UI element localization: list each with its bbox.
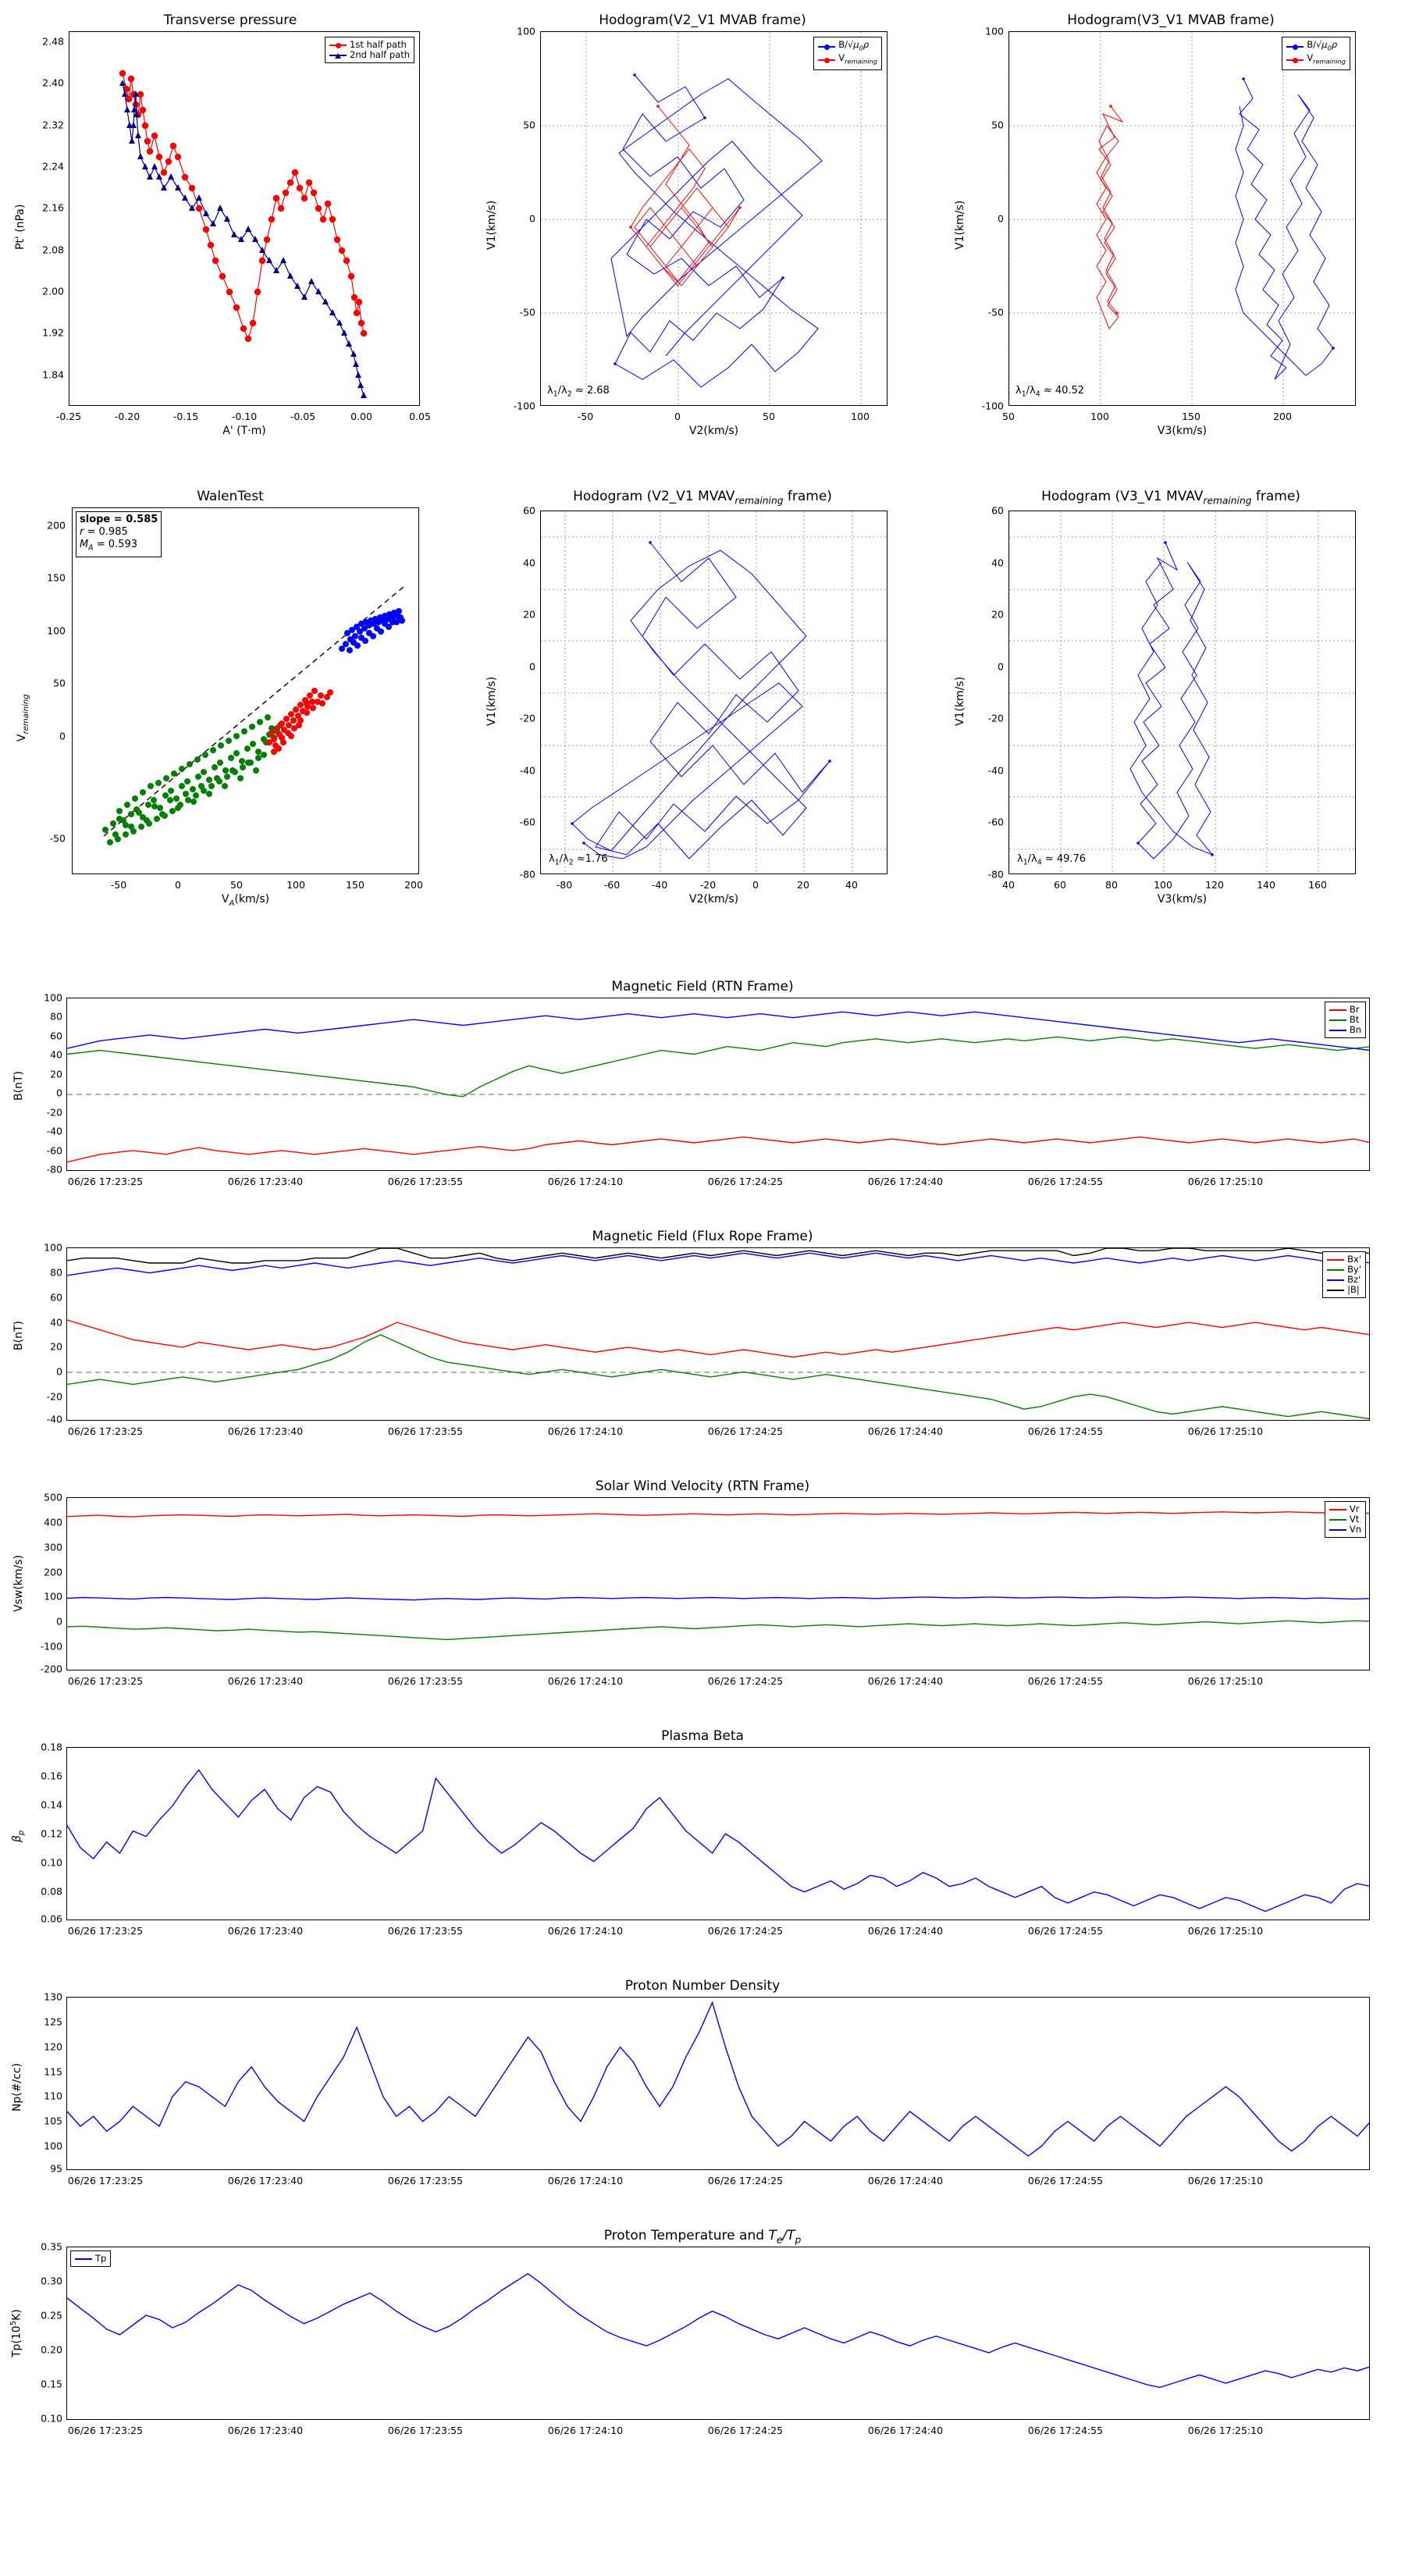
- x-tick: 06/26 17:23:40: [227, 1925, 304, 1937]
- legend-label: $B/√\mu_0\rho$: [838, 39, 870, 52]
- ts6-svg: [67, 2247, 1370, 2420]
- x-tick: 06/26 17:25:10: [1187, 1925, 1264, 1937]
- legend-label: Vr: [1349, 1503, 1360, 1514]
- plot-area: [66, 2247, 1370, 2420]
- y-tick: 100: [517, 25, 535, 37]
- y-tick: 0: [998, 660, 1004, 673]
- x-tick: 20: [797, 879, 809, 891]
- x-tick: 06/26 17:23:55: [387, 2175, 464, 2186]
- eigenvalue-annotation: $\lambda_1/\lambda_2 \approx 1.76$: [549, 853, 608, 867]
- x-tick: 06/26 17:24:10: [547, 2175, 624, 2186]
- plot-area: [69, 31, 420, 406]
- panel-proton-temperature: [0, 2225, 1405, 2459]
- y-axis-label: V1(km/s): [954, 200, 966, 250]
- plot-area: [1008, 31, 1356, 406]
- y-tick: 500: [44, 1491, 62, 1503]
- legend-label: By': [1347, 1264, 1361, 1275]
- legend-swatch-red: [329, 44, 347, 46]
- x-tick: 06/26 17:24:40: [867, 1176, 944, 1187]
- x-axis-label: V2(km/s): [688, 893, 739, 906]
- x-tick: 120: [1205, 879, 1224, 891]
- y-tick: -50: [987, 306, 1004, 318]
- x-tick: 06/26 17:24:40: [867, 1425, 944, 1437]
- y-tick: -80: [519, 868, 535, 881]
- r-value: r = 0.985: [80, 526, 128, 538]
- y-tick: 100: [47, 624, 66, 637]
- x-tick: 06/26 17:23:40: [227, 1675, 304, 1687]
- x-axis-label: V2(km/s): [688, 425, 739, 437]
- x-tick: 50: [1002, 411, 1015, 422]
- y-tick: 0.16: [41, 1770, 62, 1782]
- legend-swatch-br: [1329, 1009, 1346, 1011]
- x-tick: 06/26 17:25:10: [1187, 2425, 1264, 2436]
- x-axis-label: A' (T·m): [222, 425, 266, 437]
- y-tick: -60: [519, 816, 535, 828]
- x-tick: 06/26 17:24:25: [707, 1925, 784, 1937]
- ts2-svg: [67, 1248, 1370, 1421]
- x-tick: -20: [699, 879, 717, 891]
- legend-label: $V_{remaining}$: [1307, 52, 1346, 66]
- y-tick: 0: [529, 660, 535, 673]
- legend-entry: [1327, 1285, 1361, 1295]
- y-tick: 130: [44, 1991, 62, 2003]
- legend-swatch-red: [1286, 59, 1304, 61]
- x-tick: 150: [346, 879, 365, 891]
- hodogram-v2v1-mvab-svg: [541, 32, 887, 406]
- x-tick: -0.15: [173, 411, 199, 422]
- y-tick: 2.48: [42, 35, 64, 48]
- panel-proton-number-density: [0, 1975, 1405, 2209]
- y-tick: 40: [50, 1048, 62, 1061]
- y-tick: 0.35: [41, 2240, 62, 2253]
- y-tick: 200: [44, 1566, 62, 1578]
- plot-area: [1008, 511, 1356, 874]
- chart-title: WalenTest: [197, 489, 264, 504]
- legend-swatch-vt: [1329, 1519, 1346, 1521]
- x-tick: 100: [1154, 879, 1172, 891]
- y-axis-label: B(nT): [12, 1321, 25, 1350]
- x-tick: 0: [674, 411, 681, 422]
- y-tick: 0: [56, 1615, 62, 1628]
- legend-label: 1st half path: [350, 39, 407, 50]
- plot-area: [540, 511, 887, 874]
- y-axis-label: $V_{remaining}$: [16, 694, 30, 742]
- y-tick: 40: [523, 557, 535, 569]
- y-tick: 0.10: [41, 2412, 62, 2425]
- y-tick: -100: [981, 400, 1004, 412]
- x-tick: 06/26 17:23:55: [387, 1675, 464, 1687]
- x-tick: 06/26 17:23:25: [67, 2425, 144, 2436]
- legend: [1325, 1002, 1366, 1038]
- y-tick: 95: [50, 2162, 62, 2175]
- legend-label: $B/√\mu_0\rho$: [1307, 39, 1338, 52]
- x-tick: 06/26 17:23:25: [67, 1176, 144, 1187]
- y-tick: -200: [40, 1663, 62, 1675]
- panel-magnetic-field-fluxrope: [0, 1226, 1405, 1460]
- legend-swatch-blue: [1286, 46, 1304, 48]
- y-tick: 100: [44, 1590, 62, 1603]
- legend-swatch-bmag: [1327, 1290, 1344, 1291]
- y-tick: 110: [44, 2090, 62, 2102]
- y-tick: 2.00: [42, 285, 64, 297]
- plot-area: [66, 1497, 1370, 1670]
- y-tick: 0: [56, 1087, 62, 1099]
- plot-area: [66, 1747, 1370, 1920]
- x-axis-label: $V_A(km/s)$: [221, 893, 270, 908]
- hodogram-v3v1-mvav-svg: [1009, 511, 1356, 874]
- y-tick: 100: [44, 2140, 62, 2152]
- y-tick: 0.10: [41, 1856, 62, 1869]
- chart-title: Proton Number Density: [624, 1978, 781, 1994]
- y-tick: 1.84: [42, 368, 64, 381]
- x-tick: 06/26 17:24:10: [547, 1425, 624, 1437]
- x-tick: 06/26 17:25:10: [1187, 2175, 1264, 2186]
- chart-title: Transverse pressure: [163, 12, 297, 28]
- chart-title: Solar Wind Velocity (RTN Frame): [595, 1478, 810, 1494]
- x-tick: 06/26 17:24:25: [707, 2425, 784, 2436]
- legend-entry: [329, 50, 410, 60]
- legend-swatch-bn: [1329, 1030, 1346, 1031]
- legend-label: Vn: [1349, 1524, 1361, 1535]
- hodogram-v3v1-mvab-svg: [1009, 32, 1356, 406]
- plot-area: [66, 998, 1370, 1171]
- y-axis-label: $Tp(10^5K)$: [9, 2309, 23, 2357]
- legend-label: Tp: [95, 2253, 107, 2264]
- y-tick: 60: [50, 1291, 62, 1304]
- x-tick: -0.25: [55, 411, 82, 422]
- x-tick: 06/26 17:24:25: [707, 2175, 784, 2186]
- y-axis-label: Np(#/cc): [11, 2062, 23, 2112]
- legend-swatch-bt: [1329, 1019, 1346, 1021]
- y-tick: -40: [987, 764, 1004, 777]
- x-tick: -0.10: [231, 411, 258, 422]
- eigenvalue-annotation: $\lambda_1/\lambda_4 \approx 49.76$: [1017, 853, 1087, 867]
- x-tick: 06/26 17:24:40: [867, 1675, 944, 1687]
- x-tick: 06/26 17:25:10: [1187, 1675, 1264, 1687]
- y-tick: 0: [59, 730, 66, 742]
- panel-hodogram-v3v1-mvab: [937, 0, 1405, 437]
- y-tick: 50: [53, 677, 66, 689]
- x-tick: 0: [175, 879, 181, 891]
- x-tick: 06/26 17:24:40: [867, 2175, 944, 2186]
- x-tick: 06/26 17:23:40: [227, 1425, 304, 1437]
- x-tick: 200: [404, 879, 423, 891]
- panel-hodogram-v3v1-mvav: [937, 476, 1405, 913]
- y-axis-label: V1(km/s): [954, 676, 966, 726]
- y-tick: -60: [46, 1144, 62, 1157]
- x-tick: 06/26 17:23:55: [387, 1425, 464, 1437]
- panel-magnetic-field-rtn: [0, 976, 1405, 1210]
- x-tick: 150: [1182, 411, 1200, 422]
- legend-label: |B|: [1347, 1284, 1360, 1295]
- x-tick: 06/26 17:25:10: [1187, 1176, 1264, 1187]
- legend-swatch-navy: [329, 55, 347, 56]
- x-tick: -80: [556, 879, 573, 891]
- legend-label: Br: [1349, 1004, 1360, 1015]
- legend-entry: [1329, 1525, 1361, 1535]
- panel-hodogram-v2v1-mvab: [468, 0, 937, 437]
- x-tick: 06/26 17:24:10: [547, 1675, 624, 1687]
- x-tick: -60: [603, 879, 621, 891]
- y-tick: 60: [50, 1030, 62, 1042]
- x-tick: 06/26 17:23:25: [67, 1425, 144, 1437]
- y-axis-label: V1(km/s): [486, 200, 498, 250]
- chart-title: Magnetic Field (Flux Rope Frame): [592, 1229, 813, 1244]
- y-tick: 2.40: [42, 76, 64, 89]
- y-tick: -20: [987, 712, 1004, 724]
- y-tick: 0.20: [41, 2343, 62, 2356]
- x-tick: 06/26 17:24:55: [1027, 1675, 1104, 1687]
- x-tick: 0.00: [350, 411, 372, 422]
- x-tick: 50: [230, 879, 243, 891]
- y-tick: 150: [47, 571, 66, 584]
- y-tick: -100: [40, 1640, 62, 1653]
- y-tick: 20: [50, 1340, 62, 1353]
- y-axis-label: $\beta_p$: [11, 1830, 26, 1842]
- ts3-svg: [67, 1498, 1370, 1670]
- legend-swatch-red: [818, 59, 835, 61]
- x-tick: 06/26 17:24:55: [1027, 2175, 1104, 2186]
- hodogram-v2v1-mvav-svg: [541, 511, 887, 874]
- y-tick: -60: [987, 816, 1004, 828]
- y-tick: 20: [523, 608, 535, 621]
- legend-entry: [818, 53, 877, 66]
- x-tick: -50: [110, 879, 127, 891]
- x-tick: 06/26 17:24:40: [867, 2425, 944, 2436]
- y-tick: 400: [44, 1516, 62, 1528]
- legend-entry: [1329, 1025, 1361, 1035]
- panel-hodogram-v2v1-mvav: [468, 476, 937, 913]
- legend-swatch-vn: [1329, 1529, 1346, 1531]
- legend-swatch-by: [1327, 1269, 1344, 1271]
- y-tick: 20: [50, 1068, 62, 1080]
- x-tick: 06/26 17:24:10: [547, 1176, 624, 1187]
- x-tick: 06/26 17:24:55: [1027, 2425, 1104, 2436]
- y-tick: 125: [44, 2016, 62, 2028]
- chart-title: Magnetic Field (RTN Frame): [611, 979, 794, 994]
- y-axis-label: Vsw(km/s): [12, 1554, 25, 1612]
- x-tick: 60: [1054, 879, 1066, 891]
- chart-title: Proton Temperature and $T_e/T_p$: [603, 2228, 802, 2246]
- y-axis-label: V1(km/s): [486, 676, 498, 726]
- y-tick: 2.32: [42, 119, 64, 131]
- y-tick: 80: [50, 1266, 62, 1279]
- eigenvalue-annotation: $\lambda_1/\lambda_2 \approx 2.68$: [547, 385, 610, 399]
- x-tick: 06/26 17:23:25: [67, 1925, 144, 1937]
- x-tick: 06/26 17:25:10: [1187, 1425, 1264, 1437]
- x-tick: 06/26 17:24:25: [707, 1675, 784, 1687]
- y-tick: 0.18: [41, 1741, 62, 1753]
- y-tick: -20: [46, 1106, 62, 1119]
- legend-entry: [1286, 40, 1346, 53]
- y-tick: 100: [985, 25, 1004, 37]
- legend-label: Bx': [1347, 1254, 1361, 1265]
- ts4-svg: [67, 1748, 1370, 1920]
- y-tick: 0: [56, 1365, 62, 1378]
- y-tick: 0: [529, 212, 535, 225]
- y-tick: -100: [513, 400, 535, 412]
- panel-solar-wind-velocity: [0, 1475, 1405, 1710]
- chart-title: Hodogram (V3_V1 $MVAV_{remaining}$ frame): [1041, 489, 1300, 507]
- y-tick: -20: [46, 1390, 62, 1403]
- y-tick: 50: [991, 119, 1004, 131]
- x-tick: 06/26 17:24:10: [547, 1925, 624, 1937]
- x-tick: 06/26 17:24:25: [707, 1425, 784, 1437]
- walen-test-svg: [73, 508, 419, 874]
- ts5-svg: [67, 1998, 1370, 2170]
- y-tick: 60: [523, 504, 535, 517]
- x-tick: 0: [752, 879, 759, 891]
- legend-label: Bn: [1349, 1024, 1361, 1035]
- legend-swatch-blue: [818, 46, 835, 48]
- x-tick: 0.05: [409, 411, 431, 422]
- y-tick: 115: [44, 2065, 62, 2078]
- legend-label: 2nd half path: [350, 49, 410, 60]
- x-tick: 100: [286, 879, 305, 891]
- legend-label: Bz': [1347, 1274, 1361, 1285]
- y-tick: 0.15: [41, 2378, 62, 2390]
- panel-plasma-beta: [0, 1725, 1405, 1959]
- legend-entry: [818, 40, 877, 53]
- x-axis-label: V3(km/s): [1157, 425, 1208, 437]
- legend-label: $V_{remaining}$: [838, 52, 877, 66]
- y-tick: -80: [46, 1163, 62, 1176]
- y-axis-label: Pt' (nPa): [14, 204, 27, 250]
- x-tick: 50: [763, 411, 775, 422]
- x-tick: -0.05: [290, 411, 316, 422]
- legend: [70, 2250, 111, 2267]
- x-tick: 06/26 17:23:55: [387, 1925, 464, 1937]
- x-tick: 06/26 17:24:10: [547, 2425, 624, 2436]
- y-tick: -20: [519, 712, 535, 724]
- plot-area: [66, 1247, 1370, 1421]
- eigenvalue-annotation: $\lambda_1/\lambda_4 \approx 40.52$: [1016, 385, 1085, 399]
- y-tick: 0.08: [41, 1885, 62, 1898]
- x-tick: 06/26 17:23:55: [387, 2425, 464, 2436]
- panel-transverse-pressure: [0, 0, 468, 437]
- y-tick: 100: [44, 1241, 62, 1254]
- x-tick: 40: [1002, 879, 1015, 891]
- x-tick: 160: [1308, 879, 1327, 891]
- x-tick: 06/26 17:23:40: [227, 2425, 304, 2436]
- plot-area: [66, 1997, 1370, 2170]
- legend-swatch-bz: [1327, 1279, 1344, 1281]
- y-tick: 200: [47, 519, 66, 532]
- x-tick: 40: [845, 879, 858, 891]
- legend-swatch-bx: [1327, 1259, 1344, 1261]
- y-tick: 300: [44, 1541, 62, 1553]
- x-tick: 06/26 17:23:25: [67, 1675, 144, 1687]
- chart-title: Hodogram(V2_V1 MVAB frame): [599, 12, 806, 28]
- y-tick: -50: [49, 832, 66, 845]
- legend-swatch-tp: [75, 2258, 92, 2260]
- y-tick: 50: [523, 119, 535, 131]
- legend: [813, 37, 882, 70]
- chart-title: Hodogram(V3_V1 MVAB frame): [1067, 12, 1275, 28]
- x-tick: 06/26 17:23:55: [387, 1176, 464, 1187]
- legend: [1282, 37, 1350, 70]
- slope-value: slope = 0.585: [80, 514, 158, 525]
- y-axis-label: B(nT): [12, 1071, 25, 1101]
- legend-label: Bt: [1349, 1014, 1360, 1025]
- x-axis-label: V3(km/s): [1157, 893, 1208, 906]
- legend: [1322, 1251, 1366, 1298]
- y-tick: 80: [50, 1010, 62, 1023]
- fit-stats-box: [76, 511, 162, 557]
- y-tick: -40: [46, 1125, 62, 1137]
- plot-area: [540, 31, 887, 406]
- y-tick: -40: [519, 764, 535, 777]
- chart-title: Plasma Beta: [661, 1728, 744, 1744]
- x-tick: -0.20: [114, 411, 140, 422]
- y-tick: 2.16: [42, 201, 64, 214]
- y-tick: 0.30: [41, 2275, 62, 2287]
- x-tick: -50: [577, 411, 594, 422]
- y-tick: 100: [44, 991, 62, 1004]
- plot-area: [72, 507, 419, 874]
- y-tick: -80: [987, 868, 1004, 881]
- x-tick: 200: [1273, 411, 1292, 422]
- legend-entry: [1286, 53, 1346, 66]
- transverse-pressure-svg: [69, 32, 420, 406]
- y-tick: 0.14: [41, 1799, 62, 1811]
- y-tick: 20: [991, 608, 1004, 621]
- y-tick: 2.08: [42, 244, 64, 256]
- y-tick: 0.12: [41, 1827, 62, 1840]
- y-tick: 105: [44, 2115, 62, 2127]
- x-tick: 06/26 17:24:55: [1027, 1176, 1104, 1187]
- x-tick: -40: [651, 879, 668, 891]
- x-tick: 06/26 17:24:40: [867, 1925, 944, 1937]
- y-tick: 40: [991, 557, 1004, 569]
- y-tick: 60: [991, 504, 1004, 517]
- x-tick: 06/26 17:23:25: [67, 2175, 144, 2186]
- legend-swatch-vr: [1329, 1509, 1346, 1510]
- legend: [1325, 1501, 1366, 1538]
- ma-value: $M_A = 0.593$: [80, 539, 137, 553]
- y-tick: 2.24: [42, 160, 64, 173]
- legend-label: Vt: [1349, 1514, 1360, 1525]
- y-tick: 0.06: [41, 1912, 62, 1925]
- y-tick: 1.92: [42, 326, 64, 339]
- y-tick: -50: [519, 306, 535, 318]
- panel-walen-test: [0, 476, 468, 913]
- x-tick: 06/26 17:24:55: [1027, 1925, 1104, 1937]
- y-tick: 40: [50, 1316, 62, 1329]
- legend: [325, 37, 414, 63]
- y-tick: 120: [44, 2041, 62, 2053]
- x-tick: 140: [1257, 879, 1275, 891]
- x-tick: 06/26 17:24:55: [1027, 1425, 1104, 1437]
- x-tick: 80: [1105, 879, 1118, 891]
- legend-entry: [75, 2254, 106, 2264]
- y-tick: 0: [998, 212, 1004, 225]
- y-tick: -40: [46, 1413, 62, 1425]
- x-tick: 06/26 17:23:40: [227, 2175, 304, 2186]
- x-tick: 06/26 17:24:25: [707, 1176, 784, 1187]
- x-tick: 06/26 17:23:40: [227, 1176, 304, 1187]
- chart-title: Hodogram (V2_V1 $MVAV_{remaining}$ frame): [573, 489, 832, 507]
- y-tick: 0.25: [41, 2309, 62, 2322]
- x-tick: 100: [1090, 411, 1109, 422]
- x-tick: 100: [851, 411, 870, 422]
- ts1-svg: [67, 998, 1370, 1171]
